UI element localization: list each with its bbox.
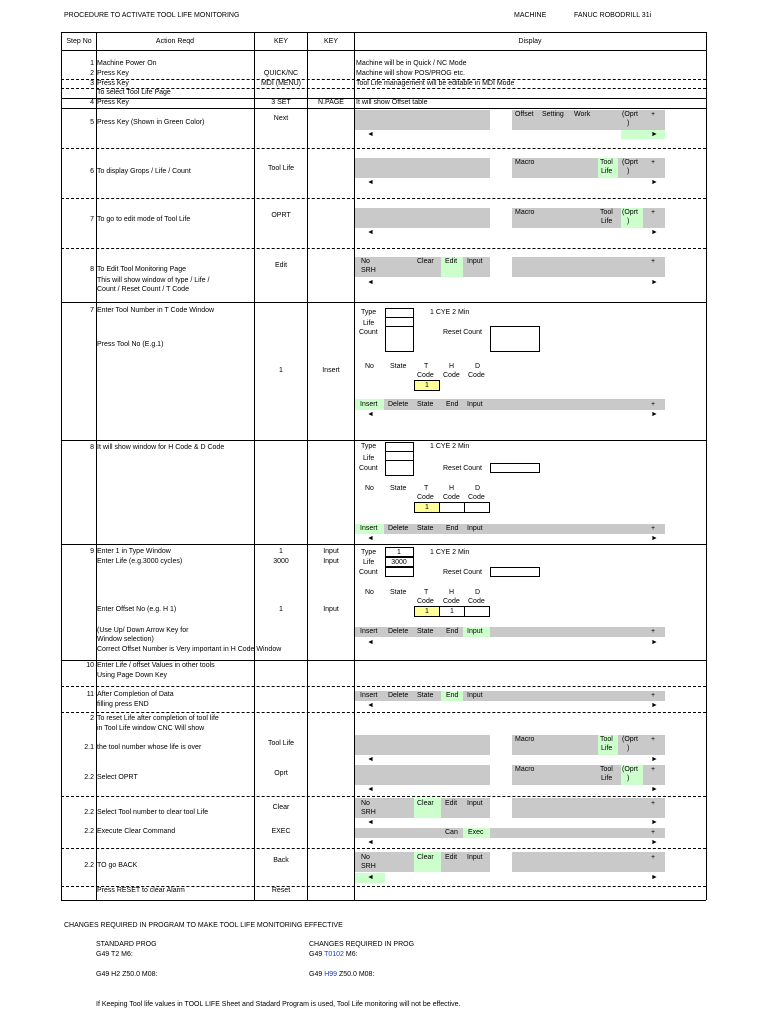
plus-icon: + — [651, 692, 656, 699]
plus-icon: + — [651, 854, 656, 861]
step-number: 10 — [86, 662, 94, 669]
left-arrow-icon: ◄ — [367, 411, 374, 418]
step-number: 8 — [90, 266, 94, 273]
col-key1: KEY — [273, 38, 289, 45]
col-key2: KEY — [323, 38, 339, 45]
key-label: Insert — [322, 367, 340, 374]
right-arrow-icon: ► — [651, 819, 658, 826]
count-label: Count — [359, 569, 378, 576]
action-text: Enter Offset No (e.g. H 1) — [97, 606, 177, 613]
life-label: Life — [363, 320, 375, 327]
key-label: 1 — [279, 548, 283, 555]
action-text: After Completion of Data — [97, 691, 174, 698]
type-value: 1 — [397, 549, 401, 556]
step-number: 1 — [90, 60, 94, 67]
softkey-tool-life[interactable]: Tool — [600, 209, 613, 216]
softkey-tool-life[interactable]: Tool — [600, 736, 613, 743]
step-number: 2.2 — [84, 862, 94, 869]
right-arrow-icon: ► — [651, 639, 658, 646]
type-label: Type — [361, 309, 377, 316]
key-label: 3 SET — [271, 99, 291, 106]
reset-count-label: Reset Count — [443, 465, 482, 472]
life-label: Life — [363, 455, 375, 462]
softkey-no-srh[interactable]: No — [361, 258, 370, 265]
key-label: 3000 — [273, 558, 289, 565]
t-code-header: Code — [417, 598, 434, 605]
plus-icon: + — [651, 766, 656, 773]
key-label: Edit — [274, 262, 288, 269]
right-arrow-icon: ► — [651, 411, 658, 418]
d-header: D — [475, 589, 481, 596]
step-number: 7 — [90, 216, 94, 223]
green-highlight — [621, 130, 665, 139]
action-text: Enter Life / offset Values in other tools — [97, 662, 215, 669]
count-label: Count — [359, 465, 378, 472]
t-code-header: Code — [417, 494, 434, 501]
changes-prog-label: CHANGES REQUIRED IN PROG — [309, 941, 415, 948]
t-header: T — [424, 485, 429, 492]
key-label: OPRT — [271, 212, 291, 219]
h-code-header: Code — [443, 598, 460, 605]
action-text: Using Page Down Key — [97, 672, 168, 679]
step-number: 4 — [90, 99, 94, 106]
d-header: D — [475, 363, 481, 370]
softkey-clear[interactable]: Clear — [417, 800, 434, 807]
h-header: H — [449, 589, 455, 596]
softkey-setting[interactable]: Setting — [542, 111, 564, 118]
softkey-blank — [355, 208, 490, 228]
d-code-header: Code — [468, 372, 485, 379]
warning-note: If Keeping Tool life values in TOOL LIFE Sheet and Stadard Program is used, Tool Life monitoring will not be effective. — [96, 1001, 461, 1008]
softkey-bar — [512, 735, 665, 755]
count-label: Count — [359, 329, 378, 336]
softkey-edit[interactable]: Edit — [445, 258, 458, 265]
reset-count-input[interactable] — [490, 326, 540, 352]
softkey-edit[interactable]: Edit — [445, 800, 458, 807]
plus-icon: + — [651, 209, 656, 216]
softkey-oprt-close: ) — [627, 218, 630, 225]
action-text: Press Key — [97, 80, 129, 87]
plus-icon: + — [651, 401, 656, 408]
step-number: 6 — [90, 168, 94, 175]
softkey-state[interactable]: State — [417, 692, 434, 699]
softkey-end[interactable]: End — [446, 401, 459, 408]
key-label: Input — [323, 548, 339, 555]
softkey-tool-life-2: Life — [601, 218, 613, 225]
t-code-value: 1 — [425, 382, 429, 389]
softkey-oprt[interactable]: (Oprt — [622, 736, 638, 743]
softkey-insert[interactable]: Insert — [360, 692, 378, 699]
right-arrow-icon: ► — [651, 786, 658, 793]
life-value: 3000 — [391, 559, 407, 566]
plus-icon: + — [651, 525, 656, 532]
key-label: 1 — [279, 367, 283, 374]
action-text: the tool number whose life is over — [97, 744, 202, 751]
changes-title: CHANGES REQUIRED IN PROGRAM TO MAKE TOOL LIFE MONITORING EFFECTIVE — [64, 922, 343, 929]
display-text: Machine will show POS/PROG etc. — [356, 70, 465, 77]
softkey-input[interactable]: Input — [467, 800, 483, 807]
right-arrow-icon: ► — [651, 874, 658, 881]
step-number: 2 — [90, 715, 94, 722]
no-header: No — [365, 485, 374, 492]
action-text: Correct Offset Number is Very important in H Code Window — [97, 646, 282, 653]
key-label: Tool Life — [267, 165, 295, 172]
softkey-blank — [355, 735, 490, 755]
softkey-no-srh-2: SRH — [361, 267, 376, 274]
display-text: Tool Life management will be editable in MDI Mode — [356, 80, 515, 87]
key-label: 1 — [279, 606, 283, 613]
softkey-tool-life-2: Life — [601, 775, 613, 782]
action-text: To Edit Tool Monitoring Page — [97, 266, 186, 273]
action-text: TO go BACK — [97, 862, 138, 869]
state-header: State — [390, 589, 407, 596]
softkey-exec[interactable]: Exec — [468, 829, 484, 836]
softkey-blank — [355, 110, 490, 130]
softkey-blank — [512, 852, 665, 872]
left-arrow-icon: ◄ — [367, 702, 374, 709]
softkey-end[interactable]: End — [446, 628, 459, 635]
softkey-oprt[interactable]: (Oprt — [622, 766, 638, 773]
no-header: No — [365, 589, 374, 596]
action-text: Count / Reset Count / T Code — [97, 286, 189, 293]
left-arrow-icon: ◄ — [367, 786, 374, 793]
t-code-value: 1 — [425, 608, 429, 615]
softkey-delete[interactable]: Delete — [388, 628, 409, 635]
left-arrow-icon: ◄ — [367, 639, 374, 646]
page-title: PROCEDURE TO ACTIVATE TOOL LIFE MONITORING — [64, 12, 240, 19]
action-text: To go to edit mode of Tool Life — [97, 216, 191, 223]
action-text: Machine Power On — [97, 60, 157, 67]
step-number: 2.2 — [84, 828, 94, 835]
action-text: It will show window for H Code & D Code — [97, 444, 225, 451]
softkey-delete[interactable]: Delete — [388, 525, 409, 532]
softkey-end[interactable]: End — [446, 692, 459, 699]
softkey-oprt-close: ) — [627, 120, 630, 127]
t-header: T — [424, 363, 429, 370]
d-code-input[interactable] — [464, 606, 490, 617]
softkey-input[interactable]: Input — [467, 854, 483, 861]
plus-icon: + — [651, 829, 656, 836]
softkey-oprt-close: ) — [627, 168, 630, 175]
action-text: Execute Clear Command — [97, 828, 176, 835]
step-number: 2.2 — [84, 774, 94, 781]
type-label: Type — [361, 443, 377, 450]
h-header: H — [449, 485, 455, 492]
step-number: 11 — [86, 691, 94, 698]
softkey-macro[interactable]: Macro — [515, 159, 535, 166]
action-text: To reset Life after completion of tool life — [97, 715, 219, 722]
action-text: Press Key (Shown in Green Color) — [97, 119, 205, 126]
count-input[interactable] — [385, 460, 414, 476]
right-arrow-icon: ► — [651, 131, 658, 138]
softkey-no-srh-2: SRH — [361, 809, 376, 816]
softkey-delete[interactable]: Delete — [388, 692, 409, 699]
changes-prog-line: G49 T0102 M6: — [309, 951, 358, 958]
action-text: Press Key — [97, 70, 129, 77]
softkey-state[interactable]: State — [417, 628, 434, 635]
left-arrow-icon: ◄ — [367, 279, 374, 286]
softkey-delete[interactable]: Delete — [388, 401, 409, 408]
left-arrow-icon: ◄ — [367, 874, 374, 881]
plus-icon: + — [651, 258, 656, 265]
softkey-insert[interactable]: Insert — [360, 628, 378, 635]
plus-icon: + — [651, 736, 656, 743]
softkey-oprt[interactable]: (Oprt — [622, 159, 638, 166]
h-code-header: Code — [443, 494, 460, 501]
machine-name: FANUC ROBODRILL 31i — [574, 12, 652, 19]
state-header: State — [390, 485, 407, 492]
left-arrow-icon: ◄ — [367, 839, 374, 846]
softkey-state[interactable]: State — [417, 401, 434, 408]
softkey-macro[interactable]: Macro — [515, 766, 535, 773]
softkey-edit[interactable]: Edit — [445, 854, 458, 861]
right-arrow-icon: ► — [651, 229, 658, 236]
standard-prog-line: G49 T2 M6: — [96, 951, 133, 958]
step-number: 2.1 — [84, 744, 94, 751]
state-header: State — [390, 363, 407, 370]
softkey-no-srh[interactable]: No — [361, 800, 370, 807]
softkey-oprt-close: ) — [627, 775, 630, 782]
softkey-input[interactable]: Input — [467, 692, 483, 699]
plus-icon: + — [651, 159, 656, 166]
col-display: Display — [518, 38, 542, 45]
step-number: 3 — [90, 80, 94, 87]
right-arrow-icon: ► — [651, 839, 658, 846]
softkey-no-srh[interactable]: No — [361, 854, 370, 861]
action-text: Enter Life (e.g.3000 cycles) — [97, 558, 183, 565]
reset-count-input[interactable] — [490, 567, 540, 577]
softkey-cancel[interactable]: Can — [445, 829, 458, 836]
col-action: Action Reqd — [155, 38, 195, 45]
display-text: It will show Offset table — [356, 99, 428, 106]
softkey-clear[interactable]: Clear — [417, 854, 434, 861]
softkey-no-srh-2: SRH — [361, 863, 376, 870]
d-code-header: Code — [468, 598, 485, 605]
key-label: N.PAGE — [318, 99, 344, 106]
key-label: Input — [323, 606, 339, 613]
right-arrow-icon: ► — [651, 702, 658, 709]
right-arrow-icon: ► — [651, 179, 658, 186]
right-arrow-icon: ► — [651, 535, 658, 542]
softkey-input[interactable]: Input — [467, 258, 483, 265]
softkey-input[interactable]: Input — [467, 401, 483, 408]
d-code-header: Code — [468, 494, 485, 501]
cycle-label: 1 CYE 2 Min — [430, 443, 470, 450]
softkey-tool-life-2: Life — [601, 168, 613, 175]
softkey-bar — [512, 158, 665, 178]
left-arrow-icon: ◄ — [367, 179, 374, 186]
left-arrow-icon: ◄ — [367, 131, 374, 138]
step-number: 2 — [90, 70, 94, 77]
softkey-tool-life-2: Life — [601, 745, 613, 752]
softkey-blank — [355, 158, 490, 178]
softkey-oprt-close: ) — [627, 745, 630, 752]
standard-prog-line: G49 H2 Z50.0 M08: — [96, 971, 158, 978]
softkey-oprt[interactable]: (Oprt — [622, 209, 638, 216]
action-text: Enter Tool Number in T Code Window — [97, 307, 215, 314]
h-code-input[interactable] — [439, 502, 465, 513]
right-arrow-icon: ► — [651, 756, 658, 763]
machine-label: MACHINE — [514, 12, 547, 19]
h-code-header: Code — [443, 372, 460, 379]
softkey-macro[interactable]: Macro — [515, 209, 535, 216]
softkey-insert[interactable]: Insert — [360, 401, 378, 408]
softkey-clear[interactable]: Clear — [417, 258, 434, 265]
count-input[interactable] — [385, 567, 414, 577]
step-number: 2.2 — [84, 809, 94, 816]
softkey-blank — [512, 798, 665, 818]
softkey-bar — [355, 828, 665, 838]
action-text: Press RESET to clear Alarm — [97, 887, 185, 894]
softkey-work[interactable]: Work — [574, 111, 591, 118]
step-number: 5 — [90, 119, 94, 126]
softkey-tool-life[interactable]: Tool — [600, 766, 613, 773]
left-arrow-icon: ◄ — [367, 819, 374, 826]
count-input[interactable] — [385, 326, 414, 352]
key-label: QUICK/NC — [263, 70, 299, 77]
softkey-macro[interactable]: Macro — [515, 736, 535, 743]
cycle-label: 1 CYE 2 Min — [430, 309, 470, 316]
action-text: Window selection) — [97, 636, 154, 643]
key-label: Clear — [272, 804, 290, 811]
step-number: 8 — [90, 444, 94, 451]
reset-count-label: Reset Count — [443, 569, 482, 576]
action-text: Press Tool No (E.g.1) — [97, 341, 164, 348]
softkey-input[interactable]: Input — [467, 525, 483, 532]
key-label: Oprt — [274, 770, 288, 777]
step-number: 7 — [90, 307, 94, 314]
action-text: (Use Up/ Down Arrow Key for — [97, 627, 189, 634]
action-text: Press Key — [97, 99, 129, 106]
softkey-oprt[interactable]: (Oprt — [622, 111, 638, 118]
action-text: in Tool Life window CNC Will show — [97, 725, 205, 732]
key-label: MDI (MENU) — [260, 80, 302, 87]
softkey-blank — [355, 765, 490, 785]
softkey-tool-life[interactable]: Tool — [600, 159, 613, 166]
softkey-input[interactable]: Input — [467, 628, 483, 635]
key-label: Back — [273, 857, 289, 864]
key-label: Next — [273, 115, 289, 122]
d-code-input[interactable] — [464, 502, 490, 513]
reset-count-input[interactable] — [490, 463, 540, 473]
softkey-insert[interactable]: Insert — [360, 525, 378, 532]
life-label: Life — [363, 559, 375, 566]
t-code-value: 1 — [425, 504, 429, 511]
h-header: H — [449, 363, 455, 370]
reset-count-label: Reset Count — [443, 329, 482, 336]
action-text: Select OPRT — [97, 774, 138, 781]
col-step-no: Step No — [66, 38, 92, 45]
cycle-label: 1 CYE 2 Min — [430, 549, 470, 556]
softkey-blank — [512, 257, 665, 277]
right-arrow-icon: ► — [651, 279, 658, 286]
t-header: T — [424, 589, 429, 596]
softkey-end[interactable]: End — [446, 525, 459, 532]
action-text: To select Tool Life Page — [97, 89, 171, 96]
action-text: Select Tool number to clear tool Life — [97, 809, 209, 816]
softkey-state[interactable]: State — [417, 525, 434, 532]
step-number: 9 — [90, 548, 94, 555]
left-arrow-icon: ◄ — [367, 756, 374, 763]
key-label: EXEC — [271, 828, 291, 835]
no-header: No — [365, 363, 374, 370]
key-label: Input — [323, 558, 339, 565]
key-label: Tool Life — [267, 740, 295, 747]
action-text: filling press END — [97, 701, 149, 708]
action-text: To display Grops / Life / Count — [97, 168, 191, 175]
standard-prog-label: STANDARD PROG — [96, 941, 157, 948]
left-arrow-icon: ◄ — [367, 229, 374, 236]
t-code-header: Code — [417, 372, 434, 379]
changes-prog-line: G49 H99 Z50.0 M08: — [309, 971, 375, 978]
d-header: D — [475, 485, 481, 492]
display-text: Machine will be in Quick / NC Mode — [356, 60, 467, 67]
action-text: This will show window of type / Life / — [97, 277, 210, 284]
key-label: Reset — [271, 887, 291, 894]
plus-icon: + — [651, 111, 656, 118]
softkey-offset[interactable]: Offset — [515, 111, 534, 118]
action-text: Enter 1 in Type Window — [97, 548, 171, 555]
plus-icon: + — [651, 628, 656, 635]
h-code-value: 1 — [450, 608, 454, 615]
plus-icon: + — [651, 800, 656, 807]
left-arrow-icon: ◄ — [367, 535, 374, 542]
type-label: Type — [361, 549, 377, 556]
